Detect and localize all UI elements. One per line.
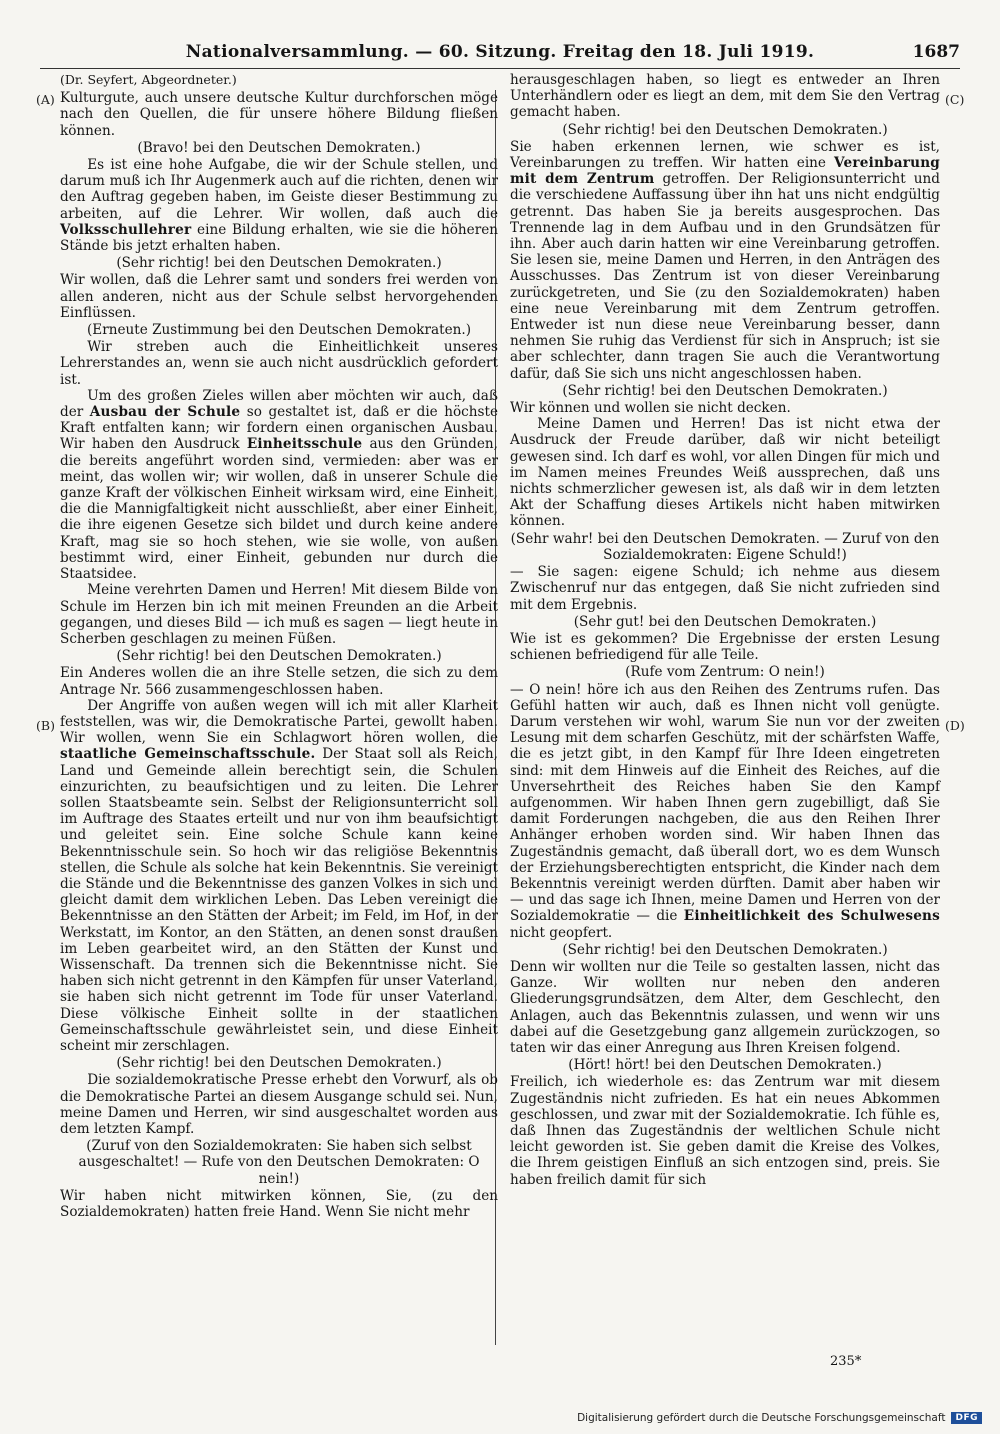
page-number: 1687 — [912, 42, 960, 62]
interjection: (Rufe vom Zentrum: O nein!) — [625, 664, 825, 681]
dfg-logo-icon: DFG — [951, 1412, 982, 1424]
interjection: (Hört! hört! bei den Deutschen Demokraten.) — [568, 1057, 882, 1074]
paragraph: Denn wir wollten nur die Teile so gestalten lassen, nicht das Ganze. Wir wollten nur neben den anderen Gliederungsgrundsätzen, dem Alter, dem Geschlecht, den Anlagen, auch das Bekenntnis zulassen, und wenn wir uns dabei auf die Gesetzgebung ganz allgemein zurückzogen, so taten wir das einer Anregung aus Ihren Kreisen folgend. — [510, 958, 940, 1056]
margin-marker-b: (B) — [36, 718, 55, 733]
paragraph: Wir können und wollen sie nicht decken. — [510, 400, 791, 417]
paragraph: Wir wollen, daß die Lehrer samt und sonders frei werden von allen anderen, nicht aus der Schule selbst hervorgehenden Einflüssen. — [60, 272, 498, 321]
page-title: Nationalversammlung. — 60. Sitzung. Freitag den 18. Juli 1919. — [185, 42, 815, 62]
interjection: (Sehr richtig! bei den Deutschen Demokraten.) — [116, 648, 442, 665]
interjection: (Bravo! bei den Deutschen Demokraten.) — [137, 139, 421, 156]
emphasis: Ausbau der Schule — [89, 404, 241, 421]
paragraph: Wir haben nicht mitwirken können, Sie, (zu den Sozialdemokraten) hatten freie Hand. Wenn Sie nicht mehr — [60, 1187, 498, 1221]
paragraph: Sie haben erkennen lernen, wie schwer es ist, Vereinbarungen zu treffen. Wir hatten eine Vereinbarung mit dem Zentrum getroffen. Der Religionsunterricht und die verschiedene Auffassung über ihn hat uns nicht endgültig getrennt. Das haben Sie ja bereits ausgesprochen. Das Trennende lag in dem Aufbau und in den Grundsätzen für ihn. Aber auch darin hatten wir eine Vereinbarung getroffen. Sie lesen sie, meine Damen und Herren, in den Anträgen des Ausschusses. Das Zentrum ist von dieser Vereinbarung zurückgetreten, und Sie (zu den Sozialdemokraten) haben eine neue Vereinbarung mit dem Zentrum getroffen. Entweder ist nun diese neue Vereinbarung besser, dann nehmen Sie ruhig das Verdienst für sich in Anspruch; ist sie aber schlechter, dann tragen Sie auch die Verantwortung dafür, daß Sie sich uns nicht angeschlossen haben. — [510, 138, 940, 382]
interjection: (Sehr richtig! bei den Deutschen Demokraten.) — [562, 382, 888, 399]
margin-marker-c: (C) — [945, 92, 965, 107]
margin-marker-a: (A) — [36, 92, 55, 107]
paragraph: Kulturgute, auch unsere deutsche Kultur durchforschen möge nach den Quellen, die für unsere höhere Bildung fließen können. — [60, 90, 498, 139]
page-header — [40, 42, 960, 69]
paragraph: Es ist eine hohe Aufgabe, die wir der Schule stellen, und darum muß ich Ihr Augenmerk auch auf die richten, denen wir den Auftrag gegeben haben, im Geiste dieser Bestimmung zu arbeiten, auf die Lehrer. Wir wollen, daß auch die Volksschullehrer eine Bildung erhalten, wie sie die höheren Stände bis jetzt erhalten haben. — [60, 157, 498, 255]
interjection: (Sehr richtig! bei den Deutschen Demokraten.) — [562, 121, 888, 138]
interjection: (Sehr gut! bei den Deutschen Demokraten.) — [573, 613, 877, 630]
margin-marker-d: (D) — [945, 718, 965, 733]
right-column — [510, 72, 940, 1188]
interjection: (Sehr richtig! bei den Deutschen Demokraten.) — [116, 1055, 442, 1072]
paragraph: Meine Damen und Herren! Das ist nicht etwa der Ausdruck der Freude darüber, daß wir nicht beteiligt gewesen sind. Ich darf es wohl, vor allen Dingen für mich und im Namen meines Freundes Weiß aussprechen, daß uns nichts schmerzlicher gewesen ist, als daß wir in dem letzten Akt der Schaffung dieses Artikels nicht haben mitwirken können. — [510, 416, 940, 530]
paragraph: Wie ist es gekommen? Die Ergebnisse der ersten Lesung schienen befriedigend für alle Teile. — [510, 630, 940, 664]
sheet-number: 235* — [830, 1354, 862, 1369]
interjection: (Erneute Zustimmung bei den Deutschen Demokraten.) — [86, 322, 472, 339]
emphasis: Vereinbarung mit dem Zentrum — [510, 155, 940, 188]
interjection: (Zuruf von den Sozialdemokraten: Sie haben sich selbst ausgeschaltet! — Rufe von den Deutschen Demokraten: O nein!) — [78, 1138, 480, 1187]
paragraph: Der Angriffe von außen wegen will ich mit aller Klarheit feststellen, was wir, die Demokratische Partei, gewollt haben. Wir wollen, wenn Sie ein Schlagwort hören wollen, die staatliche Gemeinschaftsschule. Der Staat soll als Reich, Land und Gemeinde allein berechtigt sein, die Schulen einzurichten, zu beaufsichtigen und zu leiten. Die Lehrer sollen Staatsbeamte sein. Selbst der Religionsunterricht soll im Auftrage des Staates erteilt und nur von ihm beaufsichtigt und geleitet sein. Eine solche Schule kann keine Bekenntnisschule sein. So hoch wir das religiöse Bekenntnis stellen, die Schule als solche hat kein Bekenntnis. Sie vereinigt die Stände und die Bekenntnisse des ganzen Volkes in sich und gleicht damit dem wirklichen Leben. Das Leben vereinigt die Bekenntnisse an den Stätten der Arbeit; im Feld, im Hof, in der Werkstatt, im Kontor, an den Stätten, an denen sonst draußen im Leben gearbeitet wird, an den Stätten der Kunst und Wissenschaft. Da trennen sich die Bekenntnisse nicht. Sie haben sich nicht getrennt in den Kämpfen für unser Vaterland, sie haben sich nicht getrennt im Tode für unser Vaterland. Diese völkische Einheit sollte in der staatlichen Gemeinschaftsschule gewährleistet sein, und diese Einheit scheint mir zerschlagen. — [60, 697, 498, 1054]
interjection: (Sehr richtig! bei den Deutschen Demokraten.) — [562, 941, 888, 958]
left-column — [60, 72, 498, 1220]
emphasis: Einheitlichkeit des Schulwesens — [683, 908, 940, 925]
funding-note: Digitalisierung gefördert durch die Deutsche Forschungsgemeinschaft — [577, 1412, 946, 1424]
funding-footer — [577, 1412, 982, 1424]
emphasis: staatliche Gemeinschaftsschule. — [60, 746, 316, 763]
speaker-line: (Dr. Seyfert, Abgeordneter.) — [60, 72, 237, 87]
paragraph: — O nein! höre ich aus den Reihen des Zentrums rufen. Das Gefühl hatten wir auch, daß es Ihnen nicht voll genügte. Darum verstehen wir wohl, warum Sie nun vor der zweiten Lesung mit dem scharfen Geschütz, mit der schärfsten Waffe, die es jetzt gibt, in den Kampf für Ihre Ideen eingetreten sind: mit dem Hinweis auf die Einheit des Reiches, auf die Unversehrtheit des Reiches haben Sie den Kampf aufgenommen. Wir haben Ihnen gern zugebilligt, daß Sie damit Forderungen nachgeben, die aus den Reihen Ihrer Anhänger erhoben worden sind. Wir haben Ihnen das Zugeständnis gemacht, daß überall dort, wo es dem Wunsch der Erziehungsberechtigten entspricht, die Kinder nach dem Bekenntnis vereinigt werden dürften. Damit aber haben wir — und das sage ich Ihnen, meine Damen und Herren von der Sozialdemokratie — die Einheitlichkeit des Schulwesens nicht geopfert. — [510, 681, 940, 941]
paragraph: — Sie sagen: eigene Schuld; ich nehme aus diesem Zwischenruf nur das entgegen, daß Sie nicht zufrieden sind mit dem Ergebnis. — [510, 564, 940, 613]
interjection: (Sehr richtig! bei den Deutschen Demokraten.) — [116, 255, 442, 272]
emphasis: Einheitsschule — [246, 436, 363, 453]
paragraph: Meine verehrten Damen und Herren! Mit diesem Bilde von Schule im Herzen bin ich mit meinen Freunden an die Arbeit gegangen, und dieses Bild — ich muß es sagen — liegt heute in Scherben geschlagen zu meinen Füßen. — [60, 582, 498, 647]
paragraph: Die sozialdemokratische Presse erhebt den Vorwurf, als ob die Demokratische Partei an diesem Ausgange schuld sei. Nun, meine Damen und Herren, wir sind ausgeschaltet worden aus dem letzten Kampf. — [60, 1072, 498, 1137]
paragraph: Freilich, ich wiederhole es: das Zentrum war mit diesem Zugeständnis nicht zufrieden. Es hat ein neues Abkommen geschlossen, und zwar mit der Sozialdemokratie. Ich fühle es, daß Ihnen das Zugeständnis der weltlichen Schule nicht leicht geworden ist. Sie geben damit die Kreise des Volkes, die Ihrem geistigen Einfluß an sich entzogen sind, preis. Sie haben freilich damit für sich — [510, 1074, 940, 1188]
emphasis: Volksschullehrer — [60, 221, 192, 238]
paragraph: Um des großen Zieles willen aber möchten wir auch, daß der Ausbau der Schule so gestaltet ist, daß er die höchste Kraft entfalten kann; wir fordern einen organischen Ausbau. Wir haben den Ausdruck Einheitsschule aus den Gründen, die bereits angeführt worden sind, vermieden: aber was er meint, das wollen wir; wir wollen, daß in unserer Schule die ganze Kraft der völkischen Einheit wirksam wird, eine Einheit, die die Mannigfaltigkeit nicht ausschließt, aber einer Einheit, die ihre eigenen Gesetze sich bildet und durch keine andere Kraft, mag sie so hoch stehen, wie sie wolle, von außen bestimmt wird, einer Einheit, gebunden nur durch die Staatsidee. — [60, 387, 499, 583]
paragraph: Ein Anderes wollen die an ihre Stelle setzen, die sich zu dem Antrage Nr. 566 zusammengeschlossen haben. — [60, 665, 498, 698]
paragraph: Wir streben auch die Einheitlichkeit unseres Lehrerstandes an, wenn sie auch nicht ausdrücklich gefordert ist. — [60, 339, 498, 388]
interjection: (Sehr wahr! bei den Deutschen Demokraten. — Zuruf von den Sozialdemokraten: Eigene Schuld!) — [510, 530, 940, 563]
paragraph: herausgeschlagen haben, so liegt es entweder an Ihren Unterhändlern oder es liegt an dem, mit dem Sie den Vertrag gemacht haben. — [510, 72, 940, 121]
